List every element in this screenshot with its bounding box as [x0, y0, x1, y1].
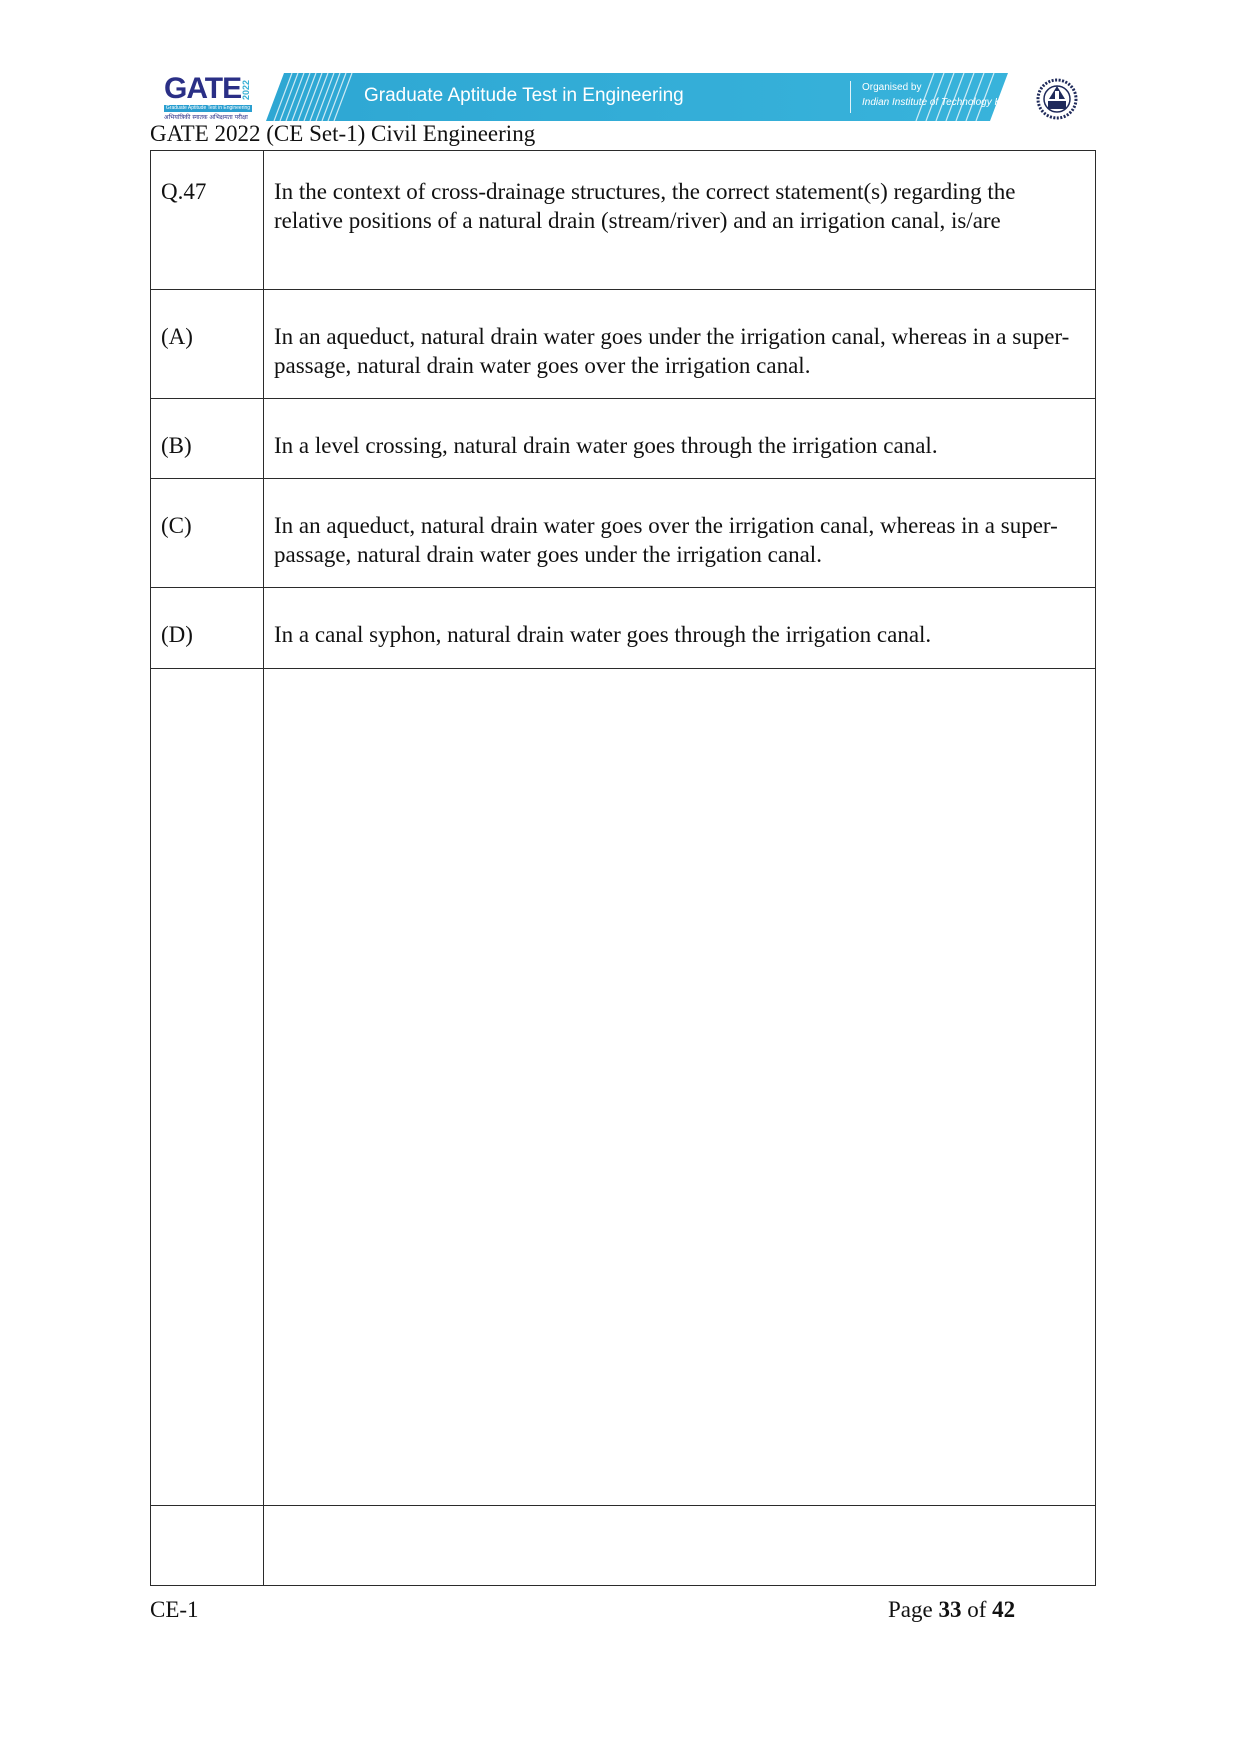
question-text: In the context of cross-drainage structures, the correct statement(s) regarding the relative positions of a natural drain (stream/river) and an irrigation canal, is/are [274, 179, 1016, 233]
banner-organiser: Indian Institute of Technology Kharagpur [862, 97, 1042, 108]
gate-logo [162, 73, 254, 123]
banner-divider [850, 81, 851, 113]
iit-kharagpur-emblem-icon [1035, 77, 1079, 121]
banner-title: Graduate Aptitude Test in Engineering [364, 85, 684, 106]
blank-cell [264, 669, 1096, 1506]
option-text: In a level crossing, natural drain water goes through the irrigation canal. [274, 433, 938, 458]
gate-logo-word: GATE [164, 72, 242, 105]
option-text: In an aqueduct, natural drain water goes under the irrigation canal, whereas in a super-passage, natural drain water goes over the irrigation canal. [274, 324, 1070, 378]
question-number: Q.47 [161, 179, 207, 204]
page-of: of [961, 1597, 993, 1622]
option-row-d [151, 588, 1096, 669]
page-prefix: Page [888, 1597, 939, 1622]
blank-row [151, 1506, 1096, 1586]
question-table [150, 150, 1096, 1586]
option-row-b [151, 399, 1096, 479]
footer-page-number [888, 1597, 1015, 1623]
gate-logo-year: 2022 [241, 79, 251, 101]
option-text: In an aqueduct, natural drain water goes over the irrigation canal, whereas in a super-passage, natural drain water goes under the irrigation canal. [274, 513, 1058, 567]
question-row [151, 151, 1096, 290]
blank-cell [151, 669, 264, 1506]
gate-logo-hindi: अभियांत्रिकी स्नातक अभिक्षमता परीक्षा [164, 114, 248, 121]
gate-logo-strip: Graduate Aptitude Test in Engineering [165, 105, 251, 111]
blank-row [151, 669, 1096, 1506]
option-text: In a canal syphon, natural drain water goes through the irrigation canal. [274, 622, 932, 647]
option-label: (C) [161, 513, 192, 538]
option-row-a [151, 290, 1096, 399]
blank-cell [151, 1506, 264, 1586]
option-label: (D) [161, 622, 193, 647]
banner-bar [266, 73, 1042, 121]
page-total: 42 [992, 1597, 1016, 1622]
blank-cell [264, 1506, 1096, 1586]
option-label: (B) [161, 433, 192, 458]
footer-paper-code: CE-1 [150, 1597, 199, 1622]
option-row-c [151, 479, 1096, 588]
option-label: (A) [161, 324, 193, 349]
paper-title: GATE 2022 (CE Set-1) Civil Engineering [150, 121, 536, 146]
banner-organised-label: Organised by [862, 82, 922, 93]
page-current: 33 [938, 1597, 962, 1622]
gate-banner [162, 73, 1080, 123]
